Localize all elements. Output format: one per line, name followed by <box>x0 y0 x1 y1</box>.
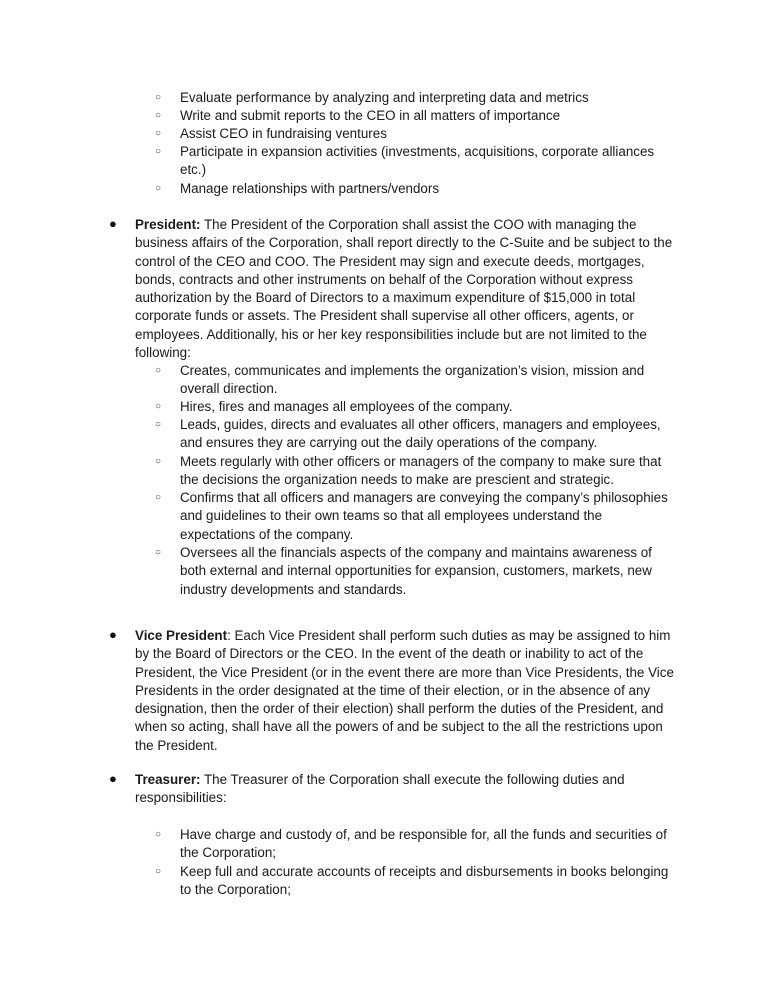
vice-president-title: Vice President <box>135 628 228 643</box>
vice-president-section <box>109 627 680 755</box>
list-item: ○ Manage relationships with partners/vendors <box>180 180 680 198</box>
list-item: ○ Keep full and accurate accounts of receipts and disbursements in books belonging to the Corporation; <box>155 864 669 898</box>
list-item: ○ Have charge and custody of, and be responsible for, all the funds and securities of the Corporation; <box>155 827 667 861</box>
sub-bullet-icon: ○ <box>155 401 162 412</box>
treasurer-section <box>109 771 680 808</box>
list-item: ○ Creates, communicates and implements the organization’s vision, mission and overall direction. <box>155 363 645 397</box>
list-item: ○ Write and submit reports to the CEO in all matters of importance <box>180 107 680 125</box>
sub-bullet-icon: ○ <box>155 829 162 840</box>
vice-president-text: : Each Vice President shall perform such duties as may be assigned to him by the Board of Directors or the CEO. In the event of the death or inability to act of the President, the Vice President (or in the event there are more than Vice Presidents, the Vice Presidents in the order designated at the time of their election, or in the absence of any designation, then the order of their election) shall perform the duties of the President, and when so acting, shall have all the powers of and be subject to the all the restrictions upon the President. <box>135 628 674 753</box>
bullet-icon: ● <box>109 771 117 786</box>
list-item: ○ Oversees all the financials aspects of the company and maintains awareness of both external and internal opportunities for expansion, customers, markets, new industry developments and standards. <box>155 545 652 597</box>
sub-bullet-icon: ○ <box>155 547 162 558</box>
president-title: President: <box>135 217 201 232</box>
list-item: ○ Participate in expansion activities (investments, acquisitions, corporate alliances etc.) <box>155 144 655 178</box>
sub-bullet-icon: ○ <box>155 419 162 430</box>
sub-bullet-icon: ○ <box>155 365 162 376</box>
sub-bullet-icon: ○ <box>155 146 162 157</box>
president-text: The President of the Corporation shall assist the COO with managing the business affairs of the Corporation, shall report directly to the C-Suite and be subject to the control of the CEO and COO. The President may sign and execute deeds, mortgages, bonds, contracts and other instruments on behalf of the Corporation without express authorization by the Board of Directors to a maximum expenditure of $15,000 in total corporate funds or assets. The President shall supervise all other officers, agents, or employees. Additionally, his or her key responsibilities include but are not limited to the following: <box>135 217 673 361</box>
treasurer-title: Treasurer: <box>135 772 201 787</box>
list-item: ○ Hires, fires and manages all employees of the company. <box>180 398 680 416</box>
sub-bullet-icon: ○ <box>155 183 162 194</box>
sub-bullet-icon: ○ <box>155 492 162 503</box>
sub-bullet-icon: ○ <box>155 92 162 103</box>
sub-bullet-icon: ○ <box>155 866 162 877</box>
list-item: ○ Assist CEO in fundraising ventures <box>180 125 680 143</box>
sub-bullet-icon: ○ <box>155 456 162 467</box>
list-item: ○ Meets regularly with other officers or managers of the company to make sure that the decisions the organization needs to make are prescient and strategic. <box>155 454 662 488</box>
bullet-icon: ● <box>109 627 117 642</box>
bullet-icon: ● <box>109 216 117 231</box>
list-item: ○ Evaluate performance by analyzing and interpreting data and metrics <box>180 89 680 107</box>
sub-bullet-icon: ○ <box>155 110 162 121</box>
list-item: ○ Leads, guides, directs and evaluates all other officers, managers and employees, and ensures they are carrying out the daily operations of the company. <box>155 417 661 451</box>
treasurer-text: The Treasurer of the Corporation shall execute the following duties and responsibilities: <box>135 772 625 806</box>
sub-bullet-icon: ○ <box>155 128 162 139</box>
president-section <box>109 216 680 362</box>
list-item: ○ Confirms that all officers and managers are conveying the company’s philosophies and guidelines to their own teams so that all employees understand the expectations of the company. <box>155 490 668 542</box>
